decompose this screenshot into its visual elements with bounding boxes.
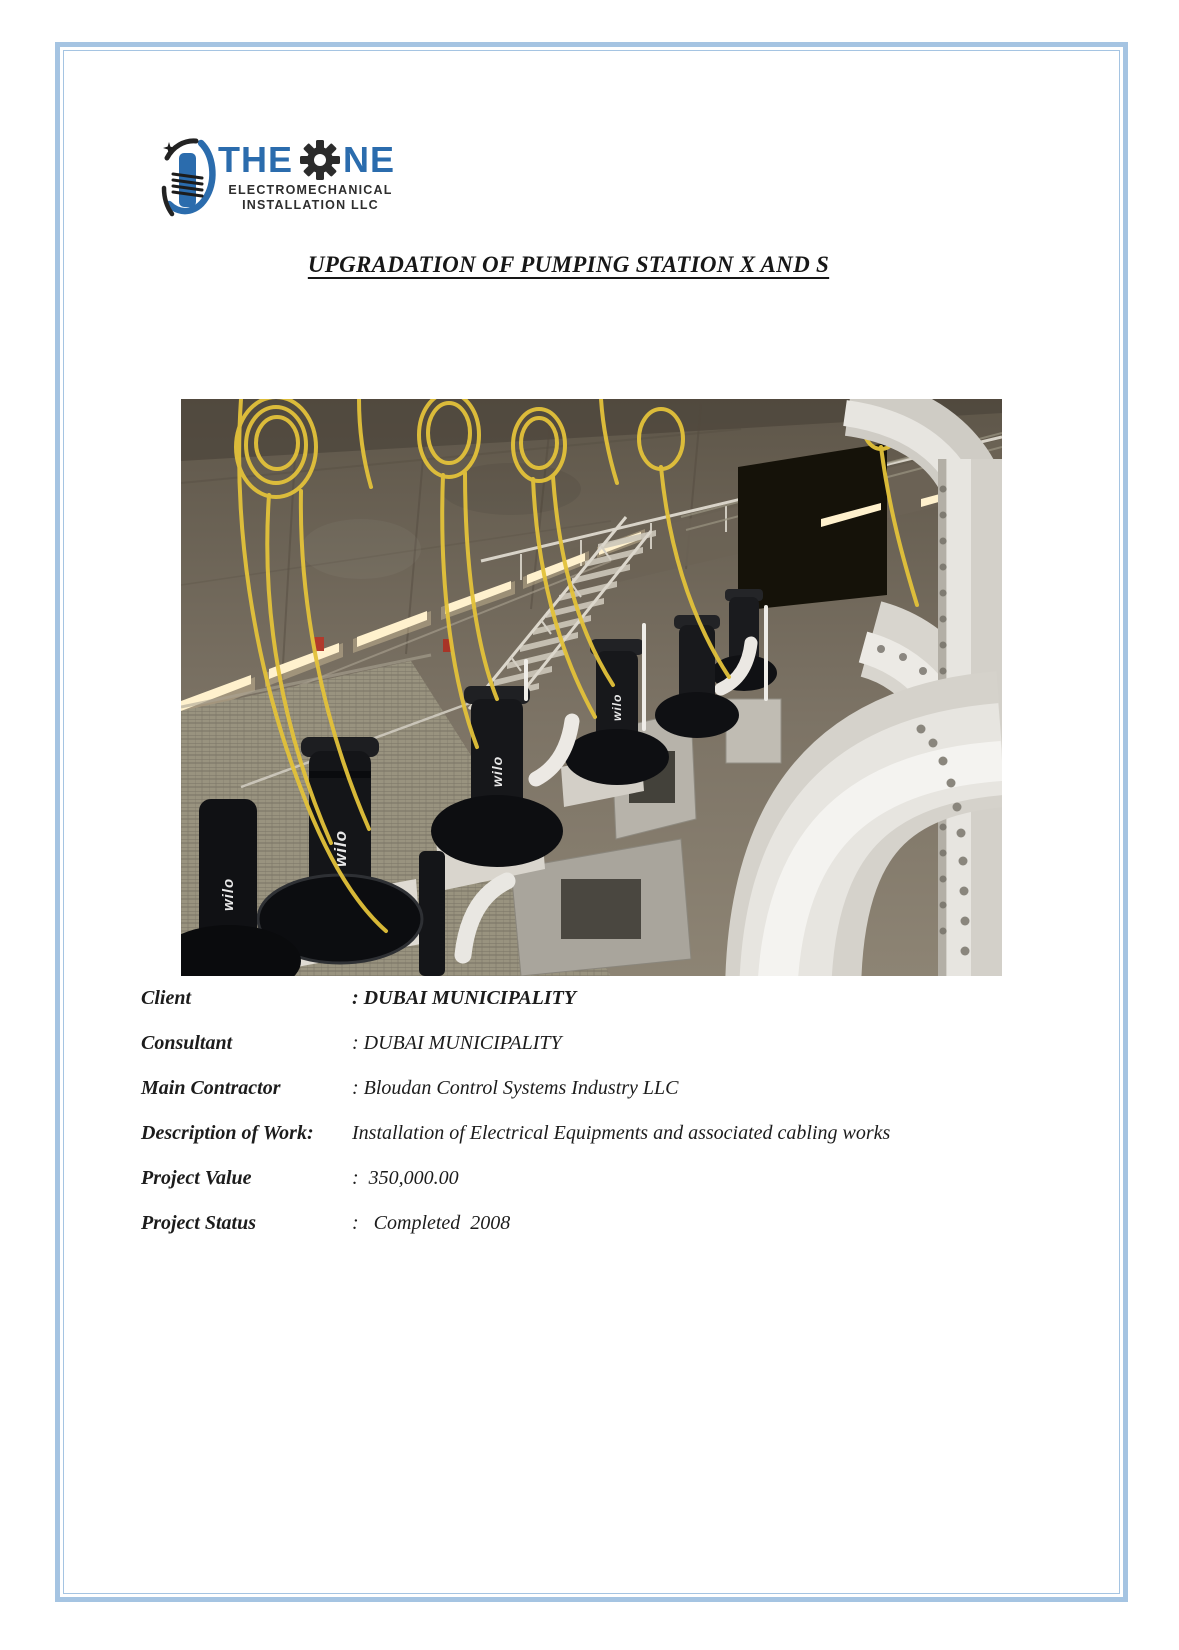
brand-subline-1: ELECTROMECHANICAL <box>228 183 393 197</box>
detail-value: : Bloudan Control Systems Industry LLC <box>352 1077 679 1099</box>
wilo-brand-text: wilo <box>489 755 505 787</box>
brand-word-ne: NE <box>343 139 396 180</box>
wilo-brand-text: wilo <box>331 829 350 867</box>
detail-label: Description of Work: <box>141 1122 314 1144</box>
page-title: UPGRADATION OF PUMPING STATION X AND S <box>307 252 830 277</box>
detail-label: Main Contractor <box>141 1077 281 1099</box>
pumping-station-photo <box>181 399 1002 976</box>
detail-value: Installation of Electrical Equipments and associated cabling works <box>352 1122 891 1144</box>
company-logo <box>160 136 420 231</box>
detail-label: Consultant <box>141 1032 233 1054</box>
brand-word-the: THE <box>218 139 293 180</box>
gear-icon <box>300 140 340 180</box>
wilo-brand-text: wilo <box>610 693 624 721</box>
wilo-brand-text: wilo <box>220 877 237 911</box>
project-details <box>141 988 1051 1258</box>
detail-value: : 350,000.00 <box>352 1167 459 1189</box>
brand-wordmark <box>218 140 403 180</box>
detail-label: Project Value <box>141 1167 252 1189</box>
detail-value: : DUBAI MUNICIPALITY <box>352 1032 562 1054</box>
detail-row-project-status <box>141 1213 1051 1234</box>
detail-row-description-of-work <box>141 1123 1051 1144</box>
photo-illustration <box>181 399 1002 976</box>
bolt-coil-icon <box>160 136 218 228</box>
detail-row-project-value <box>141 1168 1051 1189</box>
detail-row-consultant <box>141 1033 1051 1054</box>
detail-row-main-contractor <box>141 1078 1051 1099</box>
detail-label: Client <box>141 987 192 1009</box>
detail-label: Project Status <box>141 1212 257 1234</box>
detail-value: : DUBAI MUNICIPALITY <box>352 987 577 1009</box>
brand-subline-2: INSTALLATION LLC <box>242 198 379 212</box>
detail-value: : Completed 2008 <box>352 1212 511 1234</box>
detail-row-client <box>141 988 1051 1009</box>
